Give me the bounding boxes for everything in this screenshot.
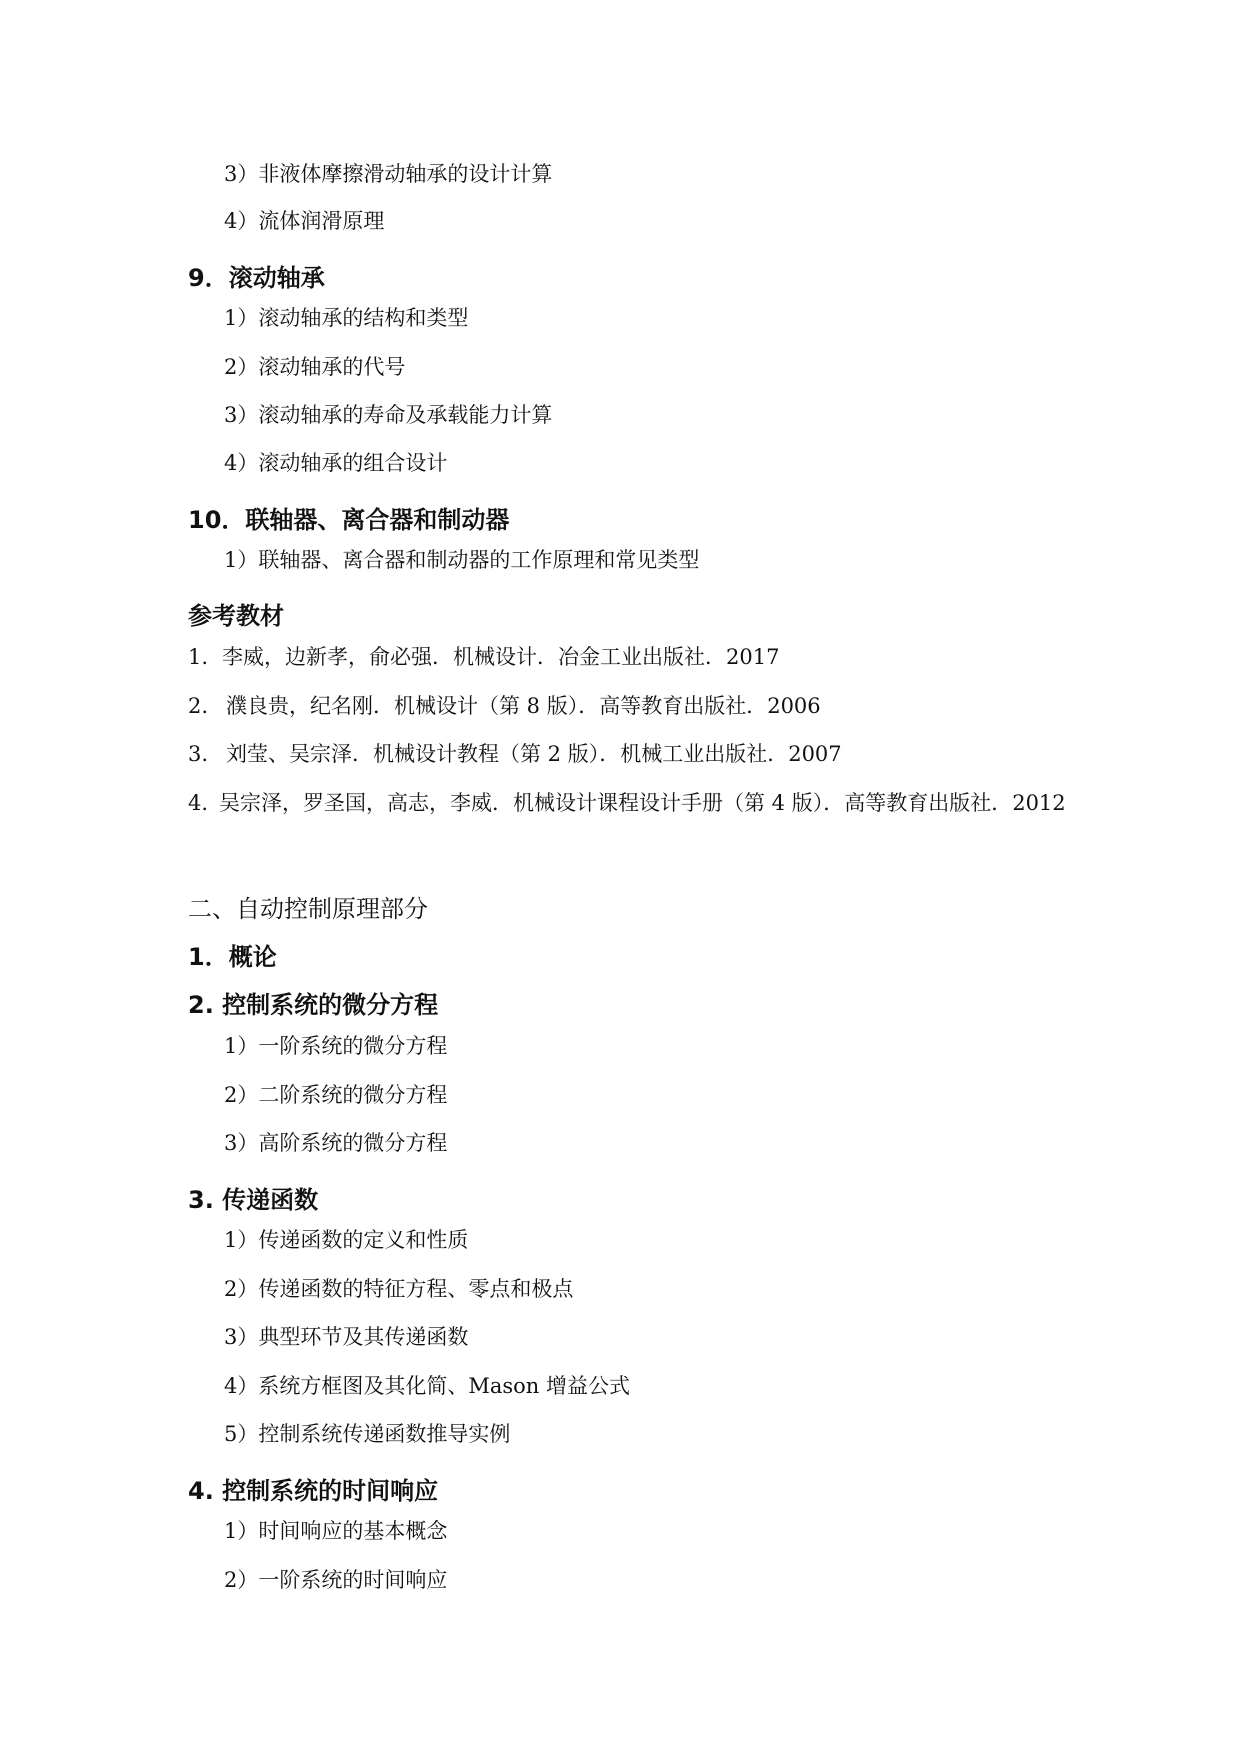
reference-number: 1. (188, 645, 209, 669)
section-heading: 9．滚动轴承 (188, 264, 325, 292)
section-heading: 10．联轴器、离合器和制动器 (188, 506, 510, 534)
reference-entry (188, 647, 779, 668)
list-item: 4）滚动轴承的组合设计 (224, 451, 448, 475)
part-title: 二、自动控制原理部分 (188, 895, 428, 923)
list-item: 3）典型环节及其传递函数 (224, 1325, 469, 1349)
reference-text: 吴宗泽，罗圣国，高志，李威．机械设计课程设计手册（第 4 版）．高等教育出版社．2012 (219, 791, 1066, 815)
chapter-heading: 1．概论 (188, 943, 277, 971)
reference-text: 濮良贵，纪名刚．机械设计（第 8 版）．高等教育出版社．2006 (226, 694, 821, 718)
list-item: 1）一阶系统的微分方程 (224, 1034, 448, 1058)
list-item: 5）控制系统传递函数推导实例 (224, 1422, 511, 1446)
chapter-heading: 2. 控制系统的微分方程 (188, 991, 439, 1019)
reference-entry (188, 793, 1066, 814)
list-item: 1）传递函数的定义和性质 (224, 1228, 469, 1252)
list-item: 3）高阶系统的微分方程 (224, 1131, 448, 1155)
list-item: 4）系统方框图及其化简、Mason 增益公式 (224, 1374, 631, 1398)
reference-text: 李威，边新孝，俞必强．机械设计．冶金工业出版社．2017 (222, 645, 780, 669)
list-item: 1）联轴器、离合器和制动器的工作原理和常见类型 (224, 548, 700, 572)
chapter-heading: 3. 传递函数 (188, 1186, 319, 1214)
list-item: 2）二阶系统的微分方程 (224, 1083, 448, 1107)
list-item: 3）非液体摩擦滑动轴承的设计计算 (224, 162, 553, 186)
references-heading: 参考教材 (188, 602, 284, 630)
list-item: 3）滚动轴承的寿命及承载能力计算 (224, 403, 553, 427)
reference-entry (188, 744, 842, 765)
list-item: 4）流体润滑原理 (224, 209, 385, 233)
list-item: 1）时间响应的基本概念 (224, 1519, 448, 1543)
reference-number: 3. (188, 742, 209, 766)
list-item: 1）滚动轴承的结构和类型 (224, 306, 469, 330)
list-item: 2）传递函数的特征方程、零点和极点 (224, 1277, 574, 1301)
list-item: 2）滚动轴承的代号 (224, 355, 406, 379)
reference-number: 2. (188, 694, 209, 718)
reference-number: 4. (188, 791, 209, 815)
reference-text: 刘莹、吴宗泽．机械设计教程（第 2 版）．机械工业出版社．2007 (226, 742, 842, 766)
reference-entry (188, 696, 821, 717)
list-item: 2）一阶系统的时间响应 (224, 1568, 448, 1592)
chapter-heading: 4. 控制系统的时间响应 (188, 1477, 439, 1505)
